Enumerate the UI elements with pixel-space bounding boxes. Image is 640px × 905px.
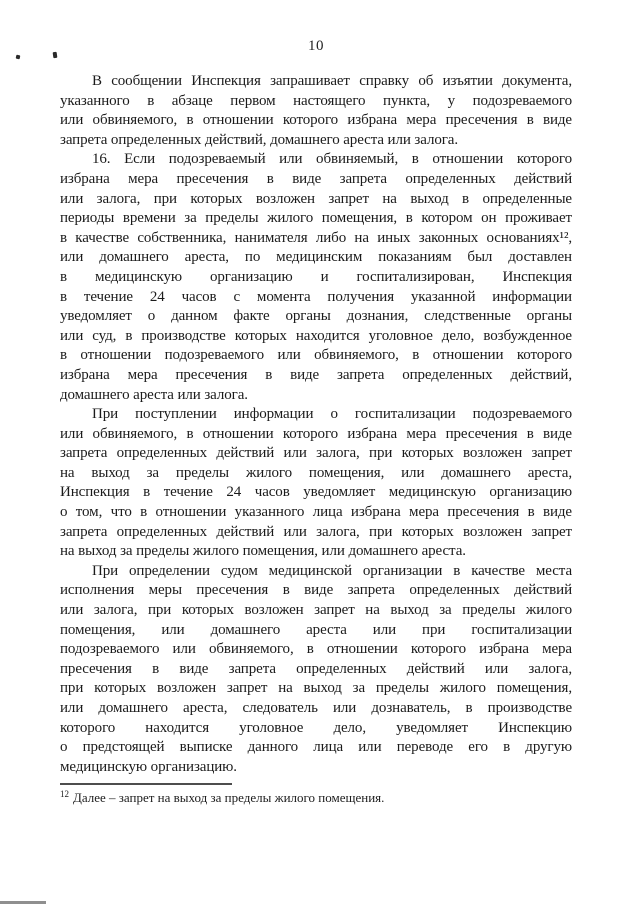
text-line: медицинскую организацию. [60,758,237,775]
text-line: избрана мера пресечения в виде запрета определенных действий, [60,366,572,383]
text-line: подозреваемого или обвиняемого, в отношении которого избрана мера [60,641,572,658]
text-line: исполнения меры пресечения в виде запрета определенных действий [60,582,572,599]
text-line: пресечения в виде запрета определенных действий или залога, [60,660,572,677]
text-line: При определении судом медицинской организации в качестве места [92,562,572,579]
text-line: или домашнего ареста, следователь или дознаватель, в производстве [60,700,572,716]
text-line: периоды времени за пределы жилого помещения, в котором он проживает [60,210,572,227]
text-line: При поступлении информации о госпитализации подозреваемого [92,406,572,423]
text-line: Инспекция в течение 24 часов уведомляет медицинскую организацию [60,484,572,501]
text-line: о том, что в отношении указанного лица избрана мера пресечения в виде [60,504,572,521]
body-text [60,72,572,777]
text-line: на выход за пределы жилого помещения, или домашнего ареста. [60,543,466,560]
text-line: в отношении подозреваемого или обвиняемого, в отношении которого [60,347,572,364]
page-bottom-artifact [0,901,46,904]
text-line: домашнего ареста или залога. [60,386,248,403]
text-line: или обвиняемого, в отношении которого избрана мера пресечения в виде [60,425,572,442]
page-number: 10 [308,38,324,54]
text-line: В сообщении Инспекция запрашивает справку об изъятии документа, [92,73,572,89]
text-line: или суд, в производстве которых находится уголовное дело, возбужденное [60,327,572,344]
footnote-separator [60,783,232,785]
text-line: о предстоящей выписке данного лица или переводе его в другую [60,739,572,756]
text-line: в качестве собственника, нанимателя либо на иных законных основаниях¹², [60,229,572,246]
scan-speck [53,52,58,58]
text-line: или домашнего ареста, по медицинским показаниям был доставлен [60,249,572,266]
text-line: при которых возложен запрет на выход за пределы жилого помещения, [60,680,572,697]
text-line: в медицинскую организацию и госпитализирован, Инспекция [60,268,572,285]
text-line: избрана мера пресечения в виде запрета определенных действий [60,170,572,187]
text-line: которого находится уголовное дело, уведомляет Инспекцию [60,719,572,736]
text-line: указанного в абзаце первом настоящего пункта, у подозреваемого [60,92,572,109]
text-line: в течение 24 часов с момента получения указанной информации [60,288,572,305]
text-line: запрета определенных действий или залога, при которых возложен запрет [60,445,572,462]
text-line: запрета определенных действий, домашнего ареста или залога. [60,131,458,148]
text-line: или залога, при которых возложен запрет на выход в определенные [60,190,572,207]
text-line: помещения, или домашнего ареста или при госпитализации [60,621,572,638]
text-line: на выход за пределы жилого помещения, или домашнего ареста, [60,464,572,481]
text-line: или залога, при которых возложен запрет на выход за пределы жилого [60,602,572,619]
footnote-text: Далее – запрет на выход за пределы жилого помещения. [73,790,385,805]
scan-speck [16,55,21,60]
footnote-marker: 12 [60,788,69,799]
text-line: 16. Если подозреваемый или обвиняемый, в отношении которого [92,151,572,168]
footnote [60,789,572,806]
text-line: или обвиняемого, в отношении которого избрана мера пресечения в виде [60,112,572,129]
text-line: запрета определенных действий или залога, при которых возложен запрет [60,523,572,540]
text-line: уведомляет о данном факте органы дознания, следственные органы [60,308,572,325]
